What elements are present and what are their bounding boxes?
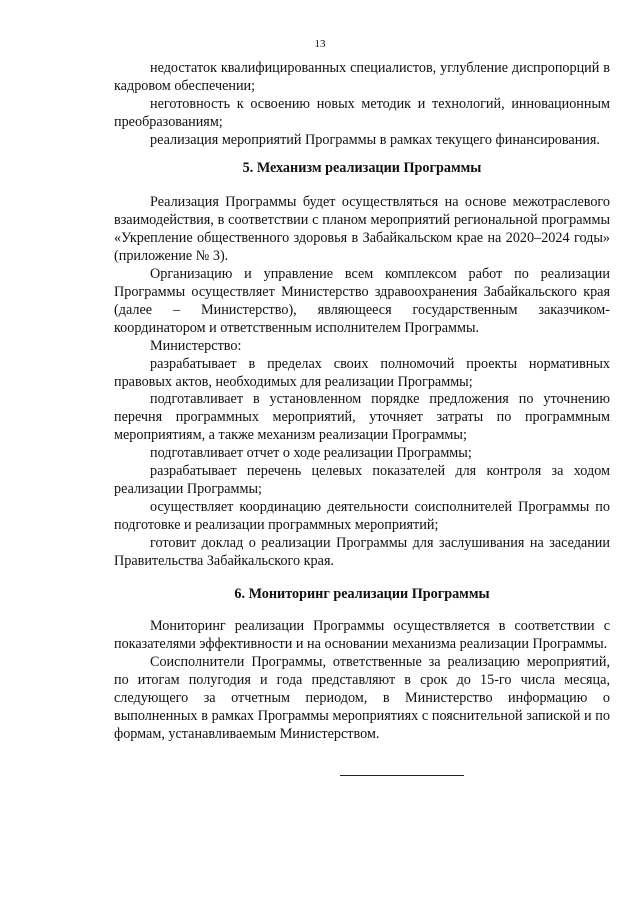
paragraph: подготавливает в установленном порядке предложения по уточнению перечня программных мероприятий, уточняет затраты по программным мероприятиям, а также механизм реализации Программы;	[114, 391, 610, 444]
paragraph: Реализация Программы будет осуществляться на основе межотраслевого взаимодействия, в соответствии с планом мероприятий региональной программы «Укрепление общественного здоровья в Забайкальском крае на 2020–2024 годы» (приложение № 3).	[114, 194, 610, 265]
paragraph: Мониторинг реализации Программы осуществляется в соответствии с показателями эффективности и на основании механизма реализации Программы.	[114, 618, 610, 653]
page-number: 13	[314, 38, 326, 50]
paragraph: подготавливает отчет о ходе реализации Программы;	[150, 445, 472, 462]
paragraph: готовит доклад о реализации Программы для заслушивания на заседании Правительства Забайкальского края.	[114, 534, 610, 569]
paragraph: осуществляет координацию деятельности соисполнителей Программы по подготовке и реализации программных мероприятий;	[114, 498, 610, 533]
paragraph: недостаток квалифицированных специалистов, углубление диспропорций в кадровом обеспечении;	[114, 60, 610, 94]
paragraph: Министерство:	[150, 337, 242, 354]
paragraph: разрабатывает перечень целевых показателей для контроля за ходом реализации Программы;	[114, 463, 610, 497]
paragraph: реализация мероприятий Программы в рамках текущего финансирования.	[150, 131, 600, 148]
paragraph: неготовность к освоению новых методик и технологий, инновационным преобразованиям;	[114, 95, 610, 130]
section-heading-6: 6. Мониторинг реализации Программы	[234, 586, 490, 603]
document-body	[114, 60, 610, 776]
paragraph: Организацию и управление всем комплексом работ по реализации Программы осуществляет Министерство здравоохранения Забайкальского края (далее – Министерство), являющееся государственным заказчиком-координатором и ответственным исполнителем Программы.	[114, 266, 610, 336]
paragraph: Соисполнители Программы, ответственные за реализацию мероприятий, по итогам полугодия и года представляют в срок до 15-го числа месяца, следующего за отчетным периодом, в Министерство информацию о выполненных в рамках Программы мероприятиях с пояснительной запиской и по формам, устанавливаемым Министерством.	[114, 654, 610, 742]
section-heading-5: 5. Механизм реализации Программы	[242, 159, 482, 176]
paragraph: разрабатывает в пределах своих полномочий проекты нормативных правовых актов, необходимых для реализации Программы;	[114, 355, 610, 390]
end-separator-line	[340, 775, 464, 776]
